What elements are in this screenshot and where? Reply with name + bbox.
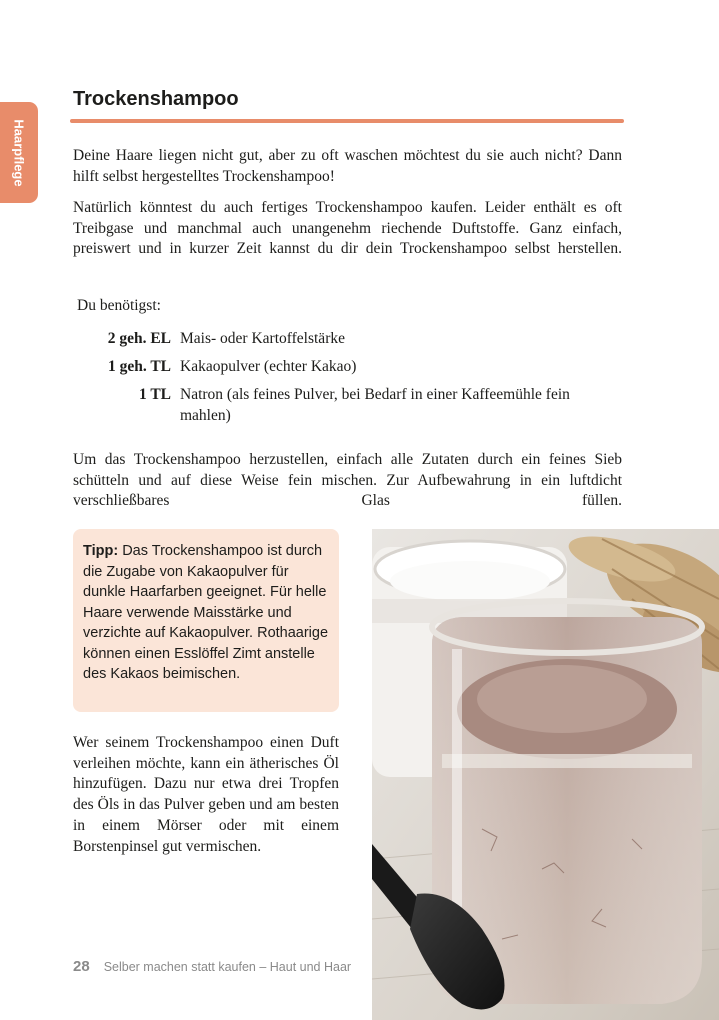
ingredient-quantity: 2 geh. EL xyxy=(107,330,171,347)
tip-box xyxy=(73,529,339,712)
ingredient-name: Mais- oder Kartoffelstärke xyxy=(180,330,345,347)
method-paragraph: Um das Trockenshampoo herzustellen, einfach alle Zutaten durch ein feines Sieb schütteln und auf diese Weise fein mischen. Zur Aufbewahrung in ein luftdicht verschließbares Glas füllen. xyxy=(73,451,622,510)
ingredients-heading: Du benötigst: xyxy=(77,297,161,314)
ingredient-quantity: 1 TL xyxy=(138,386,171,403)
ingredient-name: Natron (als feines Pulver, bei Bedarf in einer Kaffeemühle fein mahlen) xyxy=(180,386,570,424)
scent-paragraph: Wer seinem Trockenshampoo einen Duft verleihen möchte, kann ein ätherisches Öl hinzufügen. Dazu nur etwa drei Tropfen des Öls in das Pulver geben und am besten in einem Mörser oder mit einem Borstenpinsel gut vermischen. xyxy=(73,734,339,855)
ingredient-name: Kakaopulver (echter Kakao) xyxy=(180,358,357,375)
page-footer xyxy=(73,958,351,976)
chapter-tab xyxy=(0,102,38,203)
page-number: 28 xyxy=(73,958,90,975)
tip-text: Das Trockenshampoo ist durch die Zugabe von Kakaopulver für dunkle Haarfarben geeignet. Für helle Haare verwende Maisstärke und verzichte auf Kakaopulver. Rothaarige können einen Esslöffel Zimt anstelle des Kakaos beimischen. xyxy=(83,543,329,682)
page-title: Trockenshampoo xyxy=(73,88,239,110)
ingredient-quantity: 1 geh. TL xyxy=(107,358,171,375)
tip-label: Tipp: xyxy=(83,543,119,559)
intro-paragraph-1: Deine Haare liegen nicht gut, aber zu oft waschen möchtest du sie auch nicht? Dann hilft selbst hergestelltes Trockenshampoo! xyxy=(73,147,622,185)
tip-content xyxy=(83,541,333,685)
intro-paragraph-2: Natürlich könntest du auch fertiges Trockenshampoo kaufen. Leider enthält es oft Treibgase und manchmal auch unangenehm riechende Duftstoffe. Ganz einfach, preiswert und in kurzer Zeit kannst du dir dein Trockenshampoo selbst herstellen. xyxy=(73,199,622,258)
title-underline xyxy=(70,119,624,123)
book-title: Selber machen statt kaufen – Haut und Haar xyxy=(103,960,352,974)
product-photo xyxy=(372,529,719,1020)
chapter-tab-label: Haarpflege xyxy=(11,118,27,187)
